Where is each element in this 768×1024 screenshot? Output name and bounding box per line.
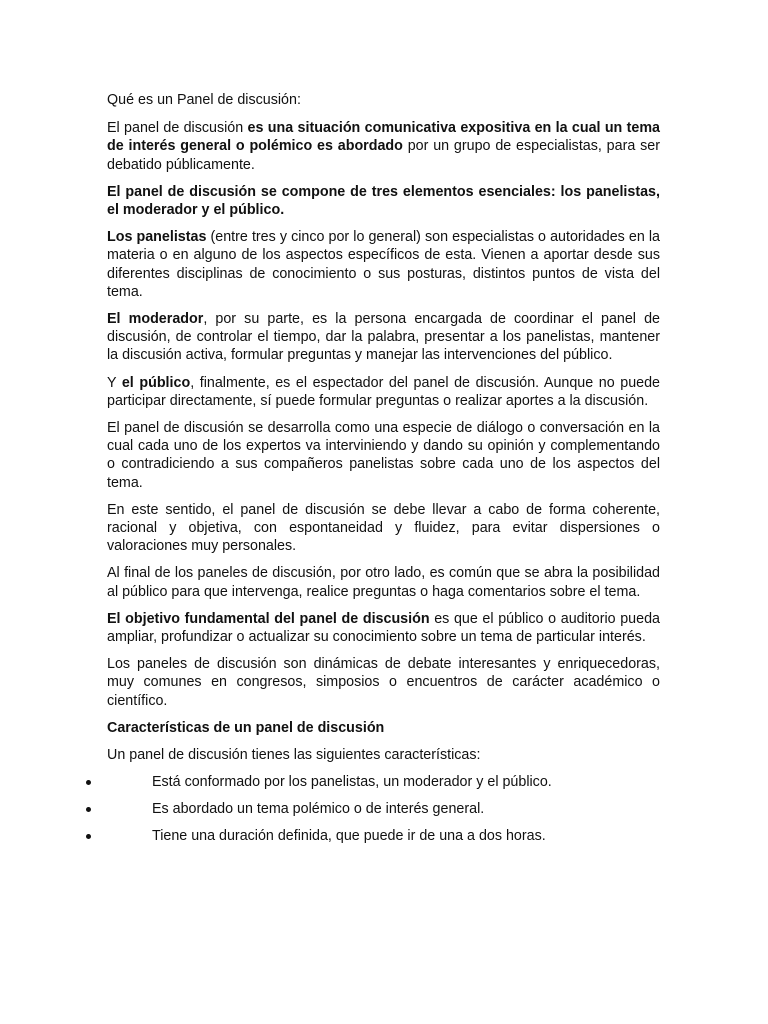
bold-text: el público: [121, 374, 191, 391]
paragraph-list: [107, 119, 660, 710]
text-run: Los paneles de discusión son dinámicas de debate interesantes y enriquecedoras, muy comunes en congresos, simposios o encuentros de carácter académico o científico.: [107, 656, 660, 709]
section-heading: Características de un panel de discusión: [107, 719, 385, 736]
document-title: Qué es un Panel de discusión:: [107, 92, 301, 108]
text-run: En este sentido, el panel de discusión se debe llevar a cabo de forma coherente, racional y objetiva, con espontaneidad y fluidez, para evitar dispersiones o valoraciones muy personales.: [107, 501, 660, 555]
list-item-text: Es abordado un tema polémico o de interés general.: [152, 801, 485, 818]
text-run: , finalmente, es el espectador del panel de discusión. Aunque no puede participar directamente, sí puede formular preguntas o realizar aportes a la discusión.: [107, 374, 661, 409]
text-run: El panel de discusión se desarrolla como una especie de diálogo o conversación en la cual cada uno de los expertos va interviniendo y dando su opinión y complementando o contradiciendo a sus compañeros panelistas sobre cada uno de los aspectos del tema.: [107, 420, 660, 491]
bullet-icon: [86, 807, 91, 812]
paragraph: [107, 655, 660, 710]
paragraph: [107, 183, 660, 219]
paragraph: [107, 564, 660, 600]
text-run: Y: [107, 374, 122, 391]
text-run: Al final de los paneles de discusión, por otro lado, es común que se abra la posibilidad al público para que intervenga, realice preguntas o haga comentarios sobre el tema.: [107, 565, 660, 600]
text-run: , por su parte, es la persona encargada de coordinar el panel de discusión, de controlar el tiempo, dar la palabra, presentar a los panelistas, mantener la discusión activa, formular preguntas y manejar las intervenciones del público.: [107, 311, 660, 364]
text-run: (entre tres y cinco por lo general) son especialistas o autoridades en la materia o en alguno de los aspectos específicos de esta. Vienen a aportar desde sus diferentes disciplinas de conocimiento o sus posturas, distintos puntos de vista del tema.: [107, 229, 660, 300]
bold-text: El objetivo fundamental del panel de discusión: [107, 610, 430, 627]
characteristics-list: [107, 773, 660, 845]
list-item: [107, 800, 660, 818]
bold-text: El moderador: [107, 311, 204, 328]
paragraph: [107, 501, 660, 556]
text-run: es que el público o auditorio pueda ampliar, profundizar o actualizar su conocimiento sobre un tema de particular interés.: [107, 610, 660, 646]
paragraph: [107, 610, 660, 646]
text-run: por un grupo de especialistas, para ser debatido públicamente.: [107, 138, 660, 173]
bold-text: es una situación comunicativa expositiva en la cual un tema de interés general o polémico es abordado: [107, 120, 660, 155]
list-intro: Un panel de discusión tienes las siguientes características:: [107, 747, 481, 764]
list-item-text: Tiene una duración definida, que puede ir de una a dos horas.: [152, 828, 546, 845]
paragraph: [107, 419, 660, 492]
list-item: [107, 827, 660, 845]
list-item-text: Está conformado por los panelistas, un moderador y el público.: [152, 774, 552, 791]
bullet-icon: [86, 780, 91, 785]
text-run: El panel de discusión: [107, 120, 248, 137]
bold-text: El panel de discusión se compone de tres elementos esenciales: los panelistas, el moderador y el público.: [107, 183, 660, 219]
bullet-icon: [86, 834, 91, 839]
paragraph: [107, 228, 660, 301]
list-item: [107, 773, 660, 791]
document-body: [107, 91, 660, 854]
paragraph: [107, 119, 660, 174]
paragraph: [107, 310, 660, 365]
paragraph: [107, 374, 660, 410]
bold-text: Los panelistas: [107, 229, 207, 246]
